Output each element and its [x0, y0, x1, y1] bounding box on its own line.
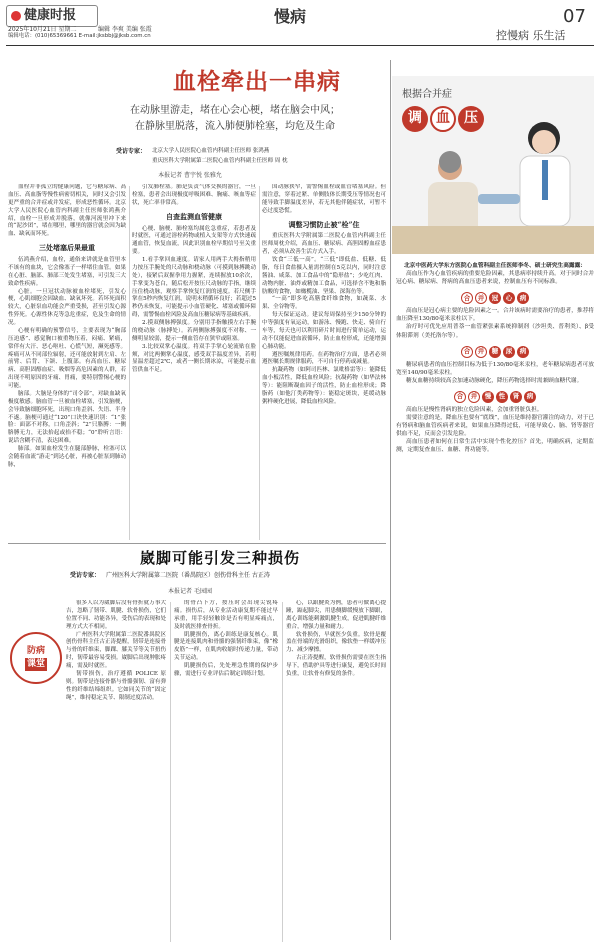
column-divider — [170, 602, 171, 942]
sidebar-badge — [402, 106, 488, 146]
sidebar-column — [396, 262, 594, 938]
page-number: 07 — [563, 6, 586, 27]
subhead-char: 并 — [475, 346, 487, 358]
section-title: 慢病 — [274, 7, 307, 26]
subhead-char: 慢 — [482, 391, 494, 403]
feature-reporter: 本报记者 毛园园 — [168, 588, 212, 595]
editors-line: 编辑 李爽 美编 张霞 — [98, 26, 152, 33]
lead-paragraph: 重庆医科大学附属第二医院心血管内科副主任医师周枕介绍，高血压、糖尿病、高胆固醇血症患者，必须从改善生活方式入手。 — [262, 233, 386, 256]
lead-paragraph: 血栓并非孤立的健康问题，它与糖尿病、高血压、高血脂等慢性病密切相关，同时又会引发更严重的合并症或并发症，形成恶性循环。北京大学人民医院心血管内科副主任医师张鸿燕介绍，血栓一旦形成并脱落，就像河流里冲下来的“泥沙团”，堵在哪里，哪里的器官就会因为缺血、缺氧而坏死。 — [8, 184, 126, 238]
feature-column-2 — [174, 600, 278, 946]
date-line: 2025年10月21日 星期二 — [8, 26, 77, 33]
lead-paragraph: 肺部。如果血栓发生在腿部静脉，栓塞可以会随着血流“游走”到达心脏，再被心脏泵到肺动脉， — [8, 446, 126, 468]
seal-text: 防病 — [26, 646, 45, 657]
sidebar-badge-char: 压 — [458, 106, 484, 132]
feature-rule — [8, 543, 386, 544]
subhead-char: 性 — [496, 391, 508, 403]
lead-column-1 — [8, 184, 126, 544]
column-divider — [259, 186, 260, 540]
feature-paragraph: 韧带损伤，治疗遵循 POLICE 原则。韧带是连接骨骼与骨骼强韧、富有弹性的纤维结缔组织。它如同关节的“固定绳”，维持稳定关节、限制过度活动。 — [66, 670, 166, 701]
lead-paragraph: 每天保证运动。建议每周保持至少150分钟的中等强度有氧运动，如游泳、慢跑、快走、骑自行车等，每天也可以利用碎片时间进行简单运动，运动不仅能促进血液循环，防止血栓形成，还能增强心肺功能。 — [262, 312, 386, 350]
feature-paragraph: 很多人以为崴脚后没有骨折就万事大吉，忽略了韧带、肌腱、软骨损伤，它们位置不同、功能各异，受伤后的表现和处理方式大不相同。 — [66, 600, 166, 630]
brand-name: 健康时报 — [24, 7, 77, 23]
lead-column-3 — [262, 184, 386, 544]
lead-section-heading-2: 自查监测血管健康 — [166, 211, 222, 221]
sidebar-badge-char: 血 — [430, 106, 456, 132]
sidebar-paragraph: 高血压患者如何在日常生活中实现个性化控压？首先，明确疾病，定期监测，定期复查血压、血糖、肾功能等。 — [396, 439, 594, 454]
subhead-char: 冠 — [489, 292, 501, 304]
subhead-char: 尿 — [503, 346, 515, 358]
feature-paragraph: 软骨损伤，早就医少负重。软骨是覆盖在骨端的光滑组织，像软垫一样缓冲压力、减少摩擦。 — [286, 631, 386, 654]
subhead-char: 心 — [503, 292, 515, 304]
sidebar-paragraph: 需要注意的是，降血压也要有“底线”，血压是维持器官灌注的动力，对于已有肾病和脑血管疾病者来说，如果血压降得过低，可能导致心、脑、肾等器官供血不足，反而会引发危险。 — [396, 415, 594, 438]
feature-column-1 — [66, 600, 166, 946]
lead-paragraph: 引发肺栓塞。肺是负责气体交换的器官，一旦栓塞，患者会出现极度呼吸困难、胸痛、咳血等症状，死亡率非常高。 — [132, 184, 256, 206]
subhead-char: 病 — [517, 292, 529, 304]
subhead-char: 病 — [524, 391, 536, 403]
feature-paragraph: 的骨凸下方，按压时会出现尖锐疼痛。损伤后，从专业活动康复期不能过早承重，用手轻轻触诊是否有明显疼痛点，及时就医排查骨折。 — [174, 600, 278, 630]
lead-paragraph: 心梗、脑梗、肺栓塞均属危急重症，若患者及时就医，可通过溶栓药物或植入支架等方式快速疏通血管，恢复血流，因此识别血栓早期信号至关重要。 — [132, 225, 256, 256]
lead-subtitle-2: 在静脉里脱落，流入肺便肺栓塞，均危及生命 — [135, 121, 335, 132]
lead-expert-label: 受访专家： — [116, 148, 147, 155]
feature-paragraph: 广州医科大学附属第二医院番禺院区创伤骨科主任古正涛提醒，韧带是连接骨与骨的纤维束，脚踝、膝关节等关节扭伤时，韧带最容易受损。崴脚后出现肿胀疼痛，需及时就医。 — [66, 631, 166, 669]
feature-expert-label: 受访专家： — [70, 572, 101, 579]
sidebar-subhead-diabetes — [396, 346, 594, 358]
lead-expert-1: 北京大学人民医院心血管内科副主任医师 张鸿燕 — [152, 148, 270, 154]
feature-expert: 广州医科大学附属第二医院（番禺院区）创伤骨科主任 古正涛 — [106, 572, 270, 579]
feature-column-3 — [286, 600, 386, 946]
sidebar-paragraph: 糖友血糖持续较高会加速动脉硬化，降压药物选择时需兼顾血糖代谢。 — [406, 377, 583, 384]
subhead-char: 肾 — [510, 391, 522, 403]
lead-column-2 — [132, 184, 256, 544]
lead-headline: 血栓牵出一串病 — [173, 68, 341, 95]
sidebar-paragraph: 高血压是冠心病主要的危险因素之一。合并该病时需要治疗的患者，推荐将血压降至130/80毫米汞柱以下。 — [396, 308, 594, 323]
lead-paragraph: 伍鸿燕介绍，血栓，通俗来讲就是血管里本不该有的血块，它会像塞子一样堵住血管。如果在心脏、脑部、肺部三处发生堵塞，可引发三大致命性疾病。 — [8, 257, 126, 287]
subhead-char: 合 — [454, 391, 466, 403]
lead-paragraph: 心脏。一旦冠状动脉被血栓堵死，引发心梗，心肌细胞会因缺血、缺氧坏死。若坏死面积较大，心脏泵血功能会严重受损，甚至引发心源性猝死。心源性休克等急危重症，危及生命的情况。 — [8, 288, 126, 327]
column-divider — [129, 186, 130, 540]
lead-paragraph: 脑部。大脑是身体的“司令部”，对缺血缺氧极度敏感。脑血管一旦被血栓堵塞，引发脑梗，会导致脑细胞坏死，出现口角歪斜、失语、半身不遂。脑梗可通过“120”口诀快速识别：“1”张脸：面部不对称，口角歪斜；“2”只胳膊：一侧胳膊无力，无法抬起或抬不稳；“0”聆听言语：说话含糊不清，表达困难。 — [8, 390, 126, 445]
lead-reporter: 本报记者 曹宇悦 张雅允 — [158, 172, 222, 179]
lead-paragraph: 饮食“三低一高”。“三低”即低盐、低糖、低脂，每日食盐摄入量需控制在5克以内，同时注意酱油、咸菜、加工食品中的“隐形盐”；少吃红肉、动物内脏、油炸或精加工食品，可选择含不饱和脂肪酸的食物，如橄榄油、坚果、深海鱼等。 — [262, 257, 386, 295]
subhead-char: 病 — [517, 346, 529, 358]
contact-line: 编辑电话：(010)65369661 E-mail:jksbbj@jksb.com.cn — [8, 33, 151, 39]
sidebar-paragraph: 糖尿病患者的血压控制目标为低于130/80毫米汞柱，老年糖尿病患者可放宽至140/90毫米汞柱。 — [396, 361, 594, 376]
channel-label: 控慢病 乐生活 — [496, 29, 566, 42]
sidebar-illustration — [392, 76, 594, 254]
subhead-char: 并 — [475, 292, 487, 304]
lead-paragraph: 抗凝药物（如阿司匹林、氯吡格雷等）：能降低血小板活性，降低血栓风险；抗凝药物（如华法林等）：能阻断凝血因子的活性，防止血栓形成；降脂药（如他汀类药物等）：能稳定斑块，延缓动脉粥样硬化进展，降低血栓风险。 — [262, 367, 386, 405]
sidebar-header: 根据合并症 — [402, 89, 452, 100]
health-class-seal — [10, 632, 62, 684]
feature-paragraph: 肌腱损伤后，先处理急性期的保护步骤，需进行专业评估后制定训练计划。 — [174, 663, 278, 677]
subhead-char: 合 — [461, 292, 473, 304]
lead-paragraph: 1.看手掌回血速度。请家人用两手大拇指稍用力按压手腕处的尺动脉和桡动脉（可摸到脉搏跳动处），接紧后双握拳用力握紧，连续握放10余次，手掌变为苍白，随后松开按压尺动脉的手指，继续压住桡动脉，观察手掌恢复红润的速度。若尺侧手掌在5秒内恢复红润，说明未稍循环良好；若超过5秒仍未恢复，可能提示小血管硬化、堵塞或循环障碍，需警惕血栓风险及高血压糖尿病等基础疾病。 — [132, 257, 256, 319]
seal-text: 课堂 — [26, 659, 45, 669]
sidebar-expert: 北京中医药大学东方医院心血管科副主任医师李冬、硕士研究生高露露： — [404, 263, 586, 269]
lead-expert-2: 重庆医科大学附属第二医院心血管内科副主任医师 周 枕 — [152, 158, 288, 164]
lead-paragraph: 3.比较双掌心温度。将双手手掌心轮流贴在脸颊，对比两侧掌心温度，感受双手温度差异，若明显温差超过2℃，或者一侧长期冰凉，可能提示血管供血不足。 — [132, 343, 256, 374]
column-divider — [282, 602, 283, 942]
lead-paragraph: 遵医嘱规律用药。在药物治疗方面，患者必须遵医嘱长期规律服药，不可自行停药或减量。 — [262, 351, 386, 366]
header-rule — [6, 45, 594, 46]
sidebar-divider — [390, 60, 391, 940]
feature-headline: 崴脚可能引发三种损伤 — [139, 549, 300, 567]
lead-paragraph: 2.摸双侧脉搏强度。分别用手指触摸左右手腕的桡动脉（脉搏处）。若两侧脉搏强度不对称、一侧明显较弱，提示一侧血管存在狭窄或阻塞。 — [132, 320, 256, 342]
subhead-char: 合 — [461, 346, 473, 358]
logo-mark-icon — [11, 11, 21, 21]
lead-section-heading-3: 调整习惯防止被“栓”住 — [288, 219, 360, 229]
subhead-char: 并 — [468, 391, 480, 403]
lead-paragraph: “一高”即多吃高膳食纤维食物，如蔬菜、水果、全谷物等。 — [262, 296, 386, 311]
feature-paragraph: 肌腱损伤，离心训练是康复核心。肌腱是连接肌肉和骨骼的强韧纤维束，像“橡皮筋”一样，在肌肉收缩时传递力量，带动关节运动。 — [174, 631, 278, 662]
feature-paragraph: 古正涛提醒，软骨损伤需要在医生指导下，借助护具等进行康复，避免长时间负重，让软骨有修复的条件。 — [286, 655, 386, 677]
sidebar-paragraph: 高血压作为心血管疾病的重要危险因素，其患病率持续升高。对于同时合并冠心病、糖尿病、肾病的高血压患者来说，控制血压有不同标准。 — [396, 271, 594, 286]
sidebar-paragraph: 治疗时可优先应用普萘一血管紧张素系统抑制剂（沙坦类、普利类）、β受体阻滞剂（美托洛尔等）。 — [396, 324, 594, 339]
doctor-patient-illustration — [392, 76, 594, 254]
newspaper-logo — [6, 5, 98, 27]
sidebar-paragraph: 高血压是慢性肾病的独立危险因素，会加重肾脏负担。 — [406, 406, 543, 413]
lead-section-heading-1: 三处堵塞后果最重 — [39, 243, 95, 253]
sidebar-subhead-kidney — [396, 391, 594, 403]
lead-paragraph: 国动脉狭窄，需警惕血栓或血管堵塞风险。但需注意，穿着过紧、单侧肢体长期受压等情况也可能导致手脚温度差异，若无其他伴随症状，可暂不必过度恐慌。 — [262, 184, 386, 214]
subhead-char: 糖 — [489, 346, 501, 358]
lead-subtitle-1: 在动脉里游走，堵在心会心梗，堵在脑会中风； — [130, 105, 340, 116]
sidebar-subhead-coronary — [396, 292, 594, 304]
feature-paragraph: 心，以跟腱炎为例，患者可做离心提踵，踮起脚尖，用患侧脚缓慢放下脚跟，离心训练能刺激肌腱生成，促进肌腱纤维重合，增强力量和耐力。 — [286, 600, 386, 630]
sidebar-badge-char: 调 — [402, 106, 428, 132]
lead-paragraph: 心梗有明确的预警信号，主要表现为“胸部压迫感”、感觉胸口被重物压着，闷痛、紧痛，常伴有大汗、恶心呕吐、心慌气短，濒死感等。疼痛可从不同部位辐射，还可能放射到左肩、左前臂、后背、下颌、上腹部。有高血压、糖尿病、高胆固醇血症、吸烟等高危因素的人群，若出现不明原因的牙痛、胃痛，要特别警惕心梗的可能。 — [8, 327, 126, 390]
